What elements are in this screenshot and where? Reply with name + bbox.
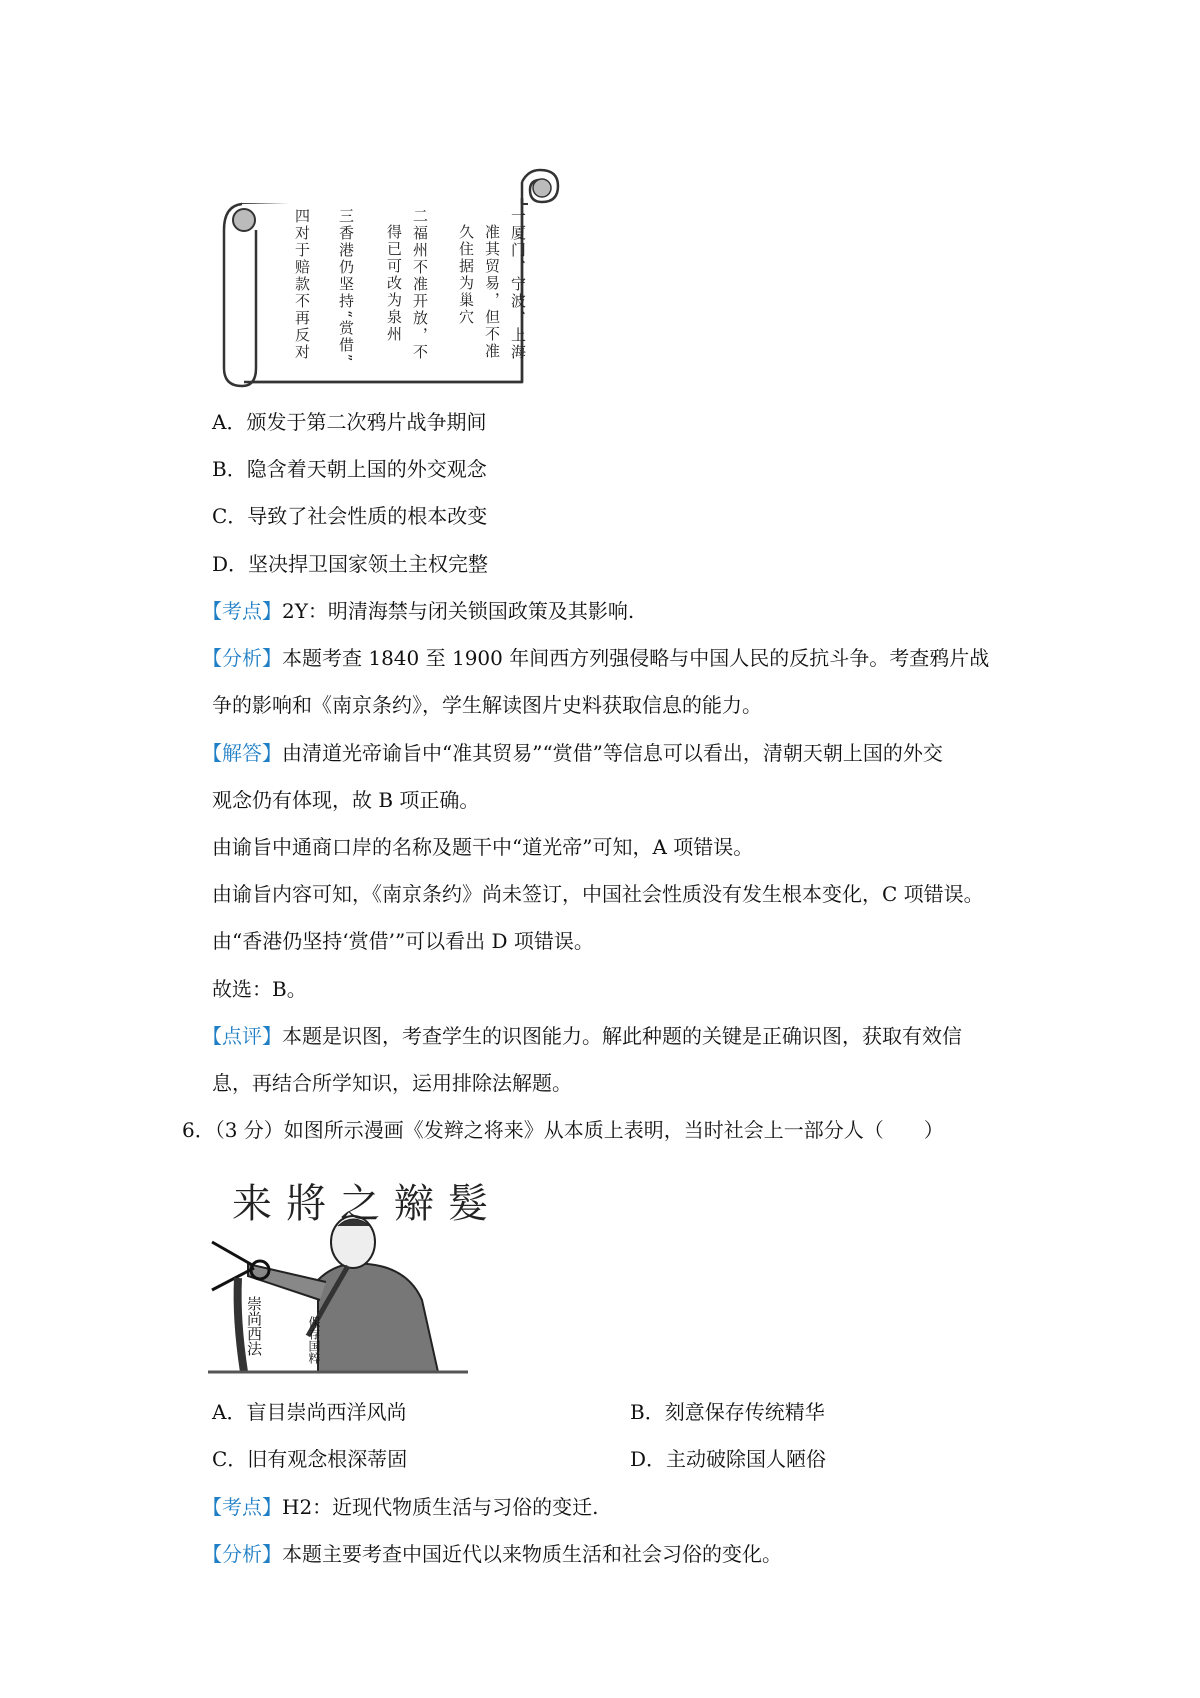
jieda-line-6: 故选：B。 [212, 977, 307, 1001]
option-a: A．颁发于第二次鸦片战争期间 [212, 410, 487, 434]
dianping-line-2: 息，再结合所学知识，运用排除法解题。 [212, 1071, 572, 1095]
fenxi-tag: 【分析】 [202, 646, 282, 670]
jieda-line-1 [202, 739, 943, 767]
option-c: C．导致了社会性质的根本改变 [212, 504, 488, 528]
fenxi-line-2: 争的影响和《南京条约》，学生解读图片史料获取信息的能力。 [212, 693, 762, 717]
q6-option-b: B．刻意保存传统精华 [630, 1400, 825, 1424]
q6-option-a: A．盲目崇尚西洋风尚 [212, 1400, 407, 1424]
q6-kaodian-text: H2：近现代物质生活与习俗的变迁. [282, 1495, 599, 1519]
jieda-tag: 【解答】 [202, 741, 282, 765]
q6-option-c: C．旧有观念根深蒂固 [212, 1447, 408, 1471]
kaodian-tag: 【考点】 [202, 599, 282, 623]
cartoon-label-right: 保存国粹 [307, 1316, 321, 1364]
dianping-text-1: 本题是识图，考查学生的识图能力。解此种题的关键是正确识图，获取有效信 [282, 1024, 962, 1048]
scroll-column-6: 三香港仍坚持“赏借” [337, 208, 355, 364]
option-d: D．坚决捍卫国家领土主权完整 [212, 552, 489, 576]
cartoon-label-left: 崇尚西法 [245, 1296, 263, 1356]
dianping-tag: 【点评】 [202, 1024, 282, 1048]
scroll-column-2: 准其贸易，但不准 [483, 224, 501, 360]
q6-option-d: D．主动破除国人陋俗 [630, 1447, 827, 1471]
scroll-column-3: 久住据为巢穴 [457, 224, 475, 326]
dianping-line-1 [202, 1022, 962, 1050]
q6-kaodian-line [202, 1493, 599, 1521]
q6-fenxi-text: 本题主要考查中国近代以来物质生活和社会习俗的变化。 [282, 1542, 782, 1566]
jieda-line-2: 观念仍有体现，故 B 项正确。 [212, 788, 480, 812]
fenxi-line-1 [202, 644, 989, 672]
question-6-stem: 6．（3 分）如图所示漫画《发辫之将来》从本质上表明，当时社会上一部分人（ ） [182, 1118, 944, 1142]
jieda-line-5: 由“香港仍坚持‘赏借’”可以看出 D 项错误。 [212, 929, 594, 953]
q6-fenxi-line [202, 1540, 782, 1568]
scroll-column-5: 得已可改为泉州 [385, 224, 403, 343]
q6-fenxi-tag: 【分析】 [202, 1542, 282, 1566]
scroll-column-1: 一厦门、宁波、上海 [509, 208, 527, 361]
jieda-line-4: 由谕旨内容可知，《南京条约》尚未签订，中国社会性质没有发生根本变化，C 项错误。 [212, 882, 984, 906]
jieda-text-1: 由清道光帝谕旨中“准其贸易”“赏借”等信息可以看出，清朝天朝上国的外交 [282, 741, 943, 765]
kaodian-line [202, 597, 634, 625]
cartoon-title: 来將之辮髮 [232, 1181, 502, 1227]
q6-kaodian-tag: 【考点】 [202, 1495, 282, 1519]
kaodian-text: 2Y：明清海禁与闭关锁国政策及其影响. [282, 599, 635, 623]
jieda-line-3: 由谕旨中通商口岸的名称及题干中“道光帝”可知，A 项错误。 [212, 835, 754, 859]
fenxi-text-1: 本题考查 1840 至 1900 年间西方列强侵略与中国人民的反抗斗争。考查鸦片战 [282, 646, 990, 670]
scroll-column-4: 二福州不准开放，不 [411, 208, 429, 361]
scroll-column-7: 四对于赔款不再反对 [293, 208, 311, 361]
option-b: B．隐含着天朝上国的外交观念 [212, 457, 487, 481]
